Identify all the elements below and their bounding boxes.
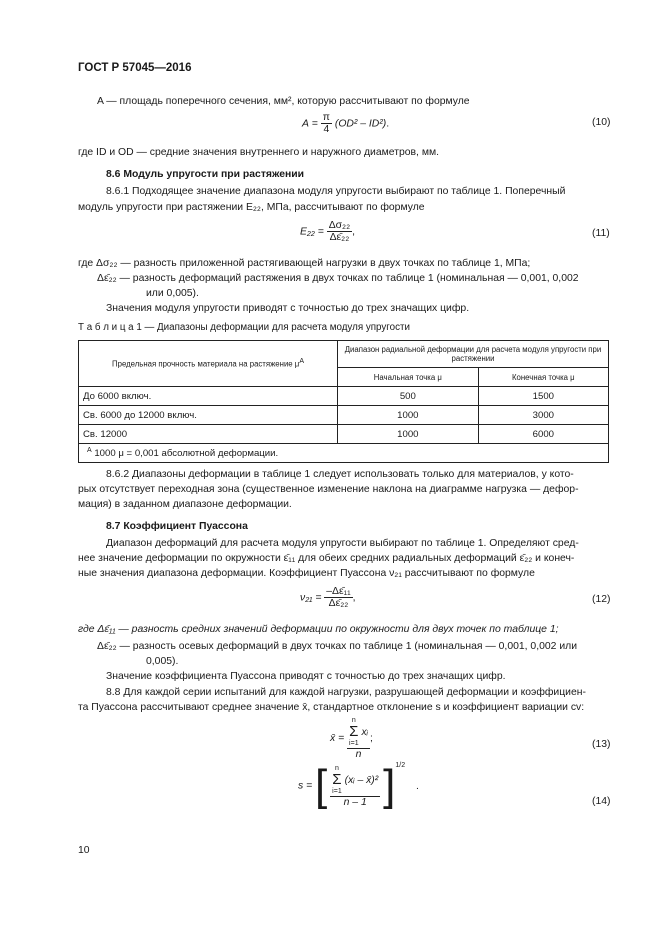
para-8-6-1-line2: модуль упругости при растяжении E₂₂, МПа, рассчитывают по формуле	[78, 202, 425, 213]
table-row	[79, 425, 609, 444]
precision-note-2: Значение коэффициента Пуассона приводят с точностью до трех значащих цифр.	[106, 671, 506, 682]
eq14-power: 1/2	[395, 762, 406, 769]
where-11-line2: Δε̄₂₂ — разность деформаций растяжения в двух точках по таблице 1 (номинальная — 0,001, 0,002	[97, 273, 579, 284]
para-8-7-line1: Диапазон деформаций для расчета модуля упругости выбирают по таблице 1. Определяют сред-	[106, 538, 579, 549]
table-header-strength: Предельная прочность материала на растяжение $\mu^A$	[79, 341, 338, 387]
page-number: 10	[78, 845, 90, 856]
equation-10-number: (10)	[592, 117, 611, 128]
cell-range: До 6000 включ.	[79, 387, 338, 406]
para-8-7-line3: ные значения диапазона деформации. Коэффициент Пуассона ν₂₁ рассчитывают по формуле	[78, 568, 535, 579]
where-12-line3: 0,005).	[146, 656, 179, 667]
sum-symbol: Σ	[332, 771, 342, 788]
table-row	[79, 406, 609, 425]
eq10-lhs: A	[302, 118, 309, 130]
equation-11: E₂₂ = $\frac{\text{Δσ₂₂}}{\text{Δε̄₂₂}}$ ,	[300, 220, 356, 243]
para-8-6-1-line1: 8.6.1 Подходящее значение диапазона модуля упругости выбирают по таблице 1. Поперечный	[106, 186, 566, 197]
eq10-four: 4	[323, 124, 330, 135]
cell-start: 1000	[338, 406, 479, 425]
table-1	[78, 340, 609, 463]
eq12-lhs: ν₂₁ =	[300, 592, 322, 604]
table-1-caption: Т а б л и ц а 1 — Диапазоны деформации для расчета модуля упругости	[78, 322, 410, 333]
cell-start: 500	[338, 387, 479, 406]
where-11-line1: где Δσ₂₂ — разность приложенной растягивающей нагрузки в двух точках по таблице 1, МПа;	[78, 258, 531, 269]
cell-end: 6000	[478, 425, 608, 444]
where-12-line1: где Δε̄₁₁ — разность средних значений деформации по окружности для двух точек по таблице 1;	[78, 624, 559, 635]
cell-end: 3000	[478, 406, 608, 425]
para-8-6-2-line2: рых отсутствует переходная зона (существенное изменение наклона на диаграмме нагрузка — дефор-	[78, 484, 579, 495]
section-8-7-heading: 8.7 Коэффициент Пуассона	[106, 521, 248, 532]
eq14-lhs: s =	[298, 780, 313, 792]
table-footnote: $^A$ 1000 μ = 0,001 абсолютной деформации.	[79, 444, 609, 463]
eq12-numerator: –Δε̄₁₁	[326, 586, 351, 597]
where-12-line2: Δε̄₂₂ — разность осевых деформаций в двух точках по таблице 1 (номинальная — 0,001, 0,002 или	[97, 641, 577, 652]
where-11-line3: или 0,005).	[146, 288, 199, 299]
cell-range: Св. 6000 до 12000 включ.	[79, 406, 338, 425]
equation-14-number: (14)	[592, 796, 611, 807]
eq10-pi: π	[322, 112, 330, 123]
section-8-6-heading: 8.6 Модуль упругости при растяжении	[106, 169, 305, 180]
table-row	[79, 387, 609, 406]
where-id-od: где ID и OD — средние значения внутреннего и наружного диаметров, мм.	[78, 147, 440, 158]
page-header: ГОСТ Р 57045—2016	[78, 62, 192, 74]
table-header-range-group: Диапазон радиальной деформации для расчета модуля упругости при растяжении	[338, 341, 609, 368]
eq11-lhs: E₂₂ =	[300, 226, 324, 238]
equation-13: x̄ = n Σ i=1 xᵢ n ;	[330, 717, 373, 760]
eq12-denominator: Δε̄₂₂	[328, 598, 349, 609]
cell-start: 1000	[338, 425, 479, 444]
eq14-denominator: n – 1	[343, 797, 367, 808]
cell-range: Св. 12000	[79, 425, 338, 444]
para-8-6-2-line1: 8.6.2 Диапазоны деформации в таблице 1 следует использовать только для материалов, у кото-	[106, 469, 574, 480]
para-8-7-line2: нее значение деформации по окружности ε̄₁₁ для обеих средних радиальных деформаций ε̄₂₂ и конеч-	[78, 553, 575, 564]
eq13-lhs: x̄ =	[330, 732, 345, 744]
equation-14: s = [ n Σ i=1 (xᵢ – x̄)² n – 1 ]$^{1/2}$ .	[298, 761, 419, 810]
precision-note-1: Значения модуля упругости приводят с точностью до трех значащих цифр.	[106, 303, 470, 314]
equation-11-number: (11)	[592, 228, 610, 239]
sum-symbol: Σ	[349, 723, 359, 740]
eq13-numerator: n Σ i=1 xᵢ	[349, 717, 368, 747]
para-8-8-line2: та Пуассона рассчитывают среднее значение x̄, стандартное отклонение s и коэффициент вариации cv:	[78, 702, 585, 713]
area-definition: A — площадь поперечного сечения, мм², которую рассчитывают по формуле	[97, 96, 470, 107]
table-header-end: Конечная точка μ	[478, 368, 608, 387]
eq14-numerator: n Σ i=1 (xᵢ – x̄)²	[332, 765, 379, 795]
eq10-body: (OD² – ID²)	[334, 118, 387, 130]
para-8-8-line1: 8.8 Для каждой серии испытаний для каждой нагрузки, разрушающей деформации и коэффициен-	[106, 687, 586, 698]
eq13-denominator: n	[355, 749, 362, 760]
equation-13-number: (13)	[592, 739, 611, 750]
equation-12-number: (12)	[592, 594, 611, 605]
cell-end: 1500	[478, 387, 608, 406]
para-8-6-2-line3: мация) в заданном диапазоне деформации.	[78, 499, 292, 510]
eq11-numerator: Δσ₂₂	[328, 220, 351, 231]
table-header-start: Начальная точка μ	[338, 368, 479, 387]
eq11-denominator: Δε̄₂₂	[329, 232, 350, 243]
equation-10: A = $\frac{\pi}{4}$ (OD² – ID²).	[302, 112, 390, 135]
equation-12: ν₂₁ = $\frac{\text{–Δε̄₁₁}}{\text{Δε̄₂₂}}$ ,	[300, 586, 356, 609]
